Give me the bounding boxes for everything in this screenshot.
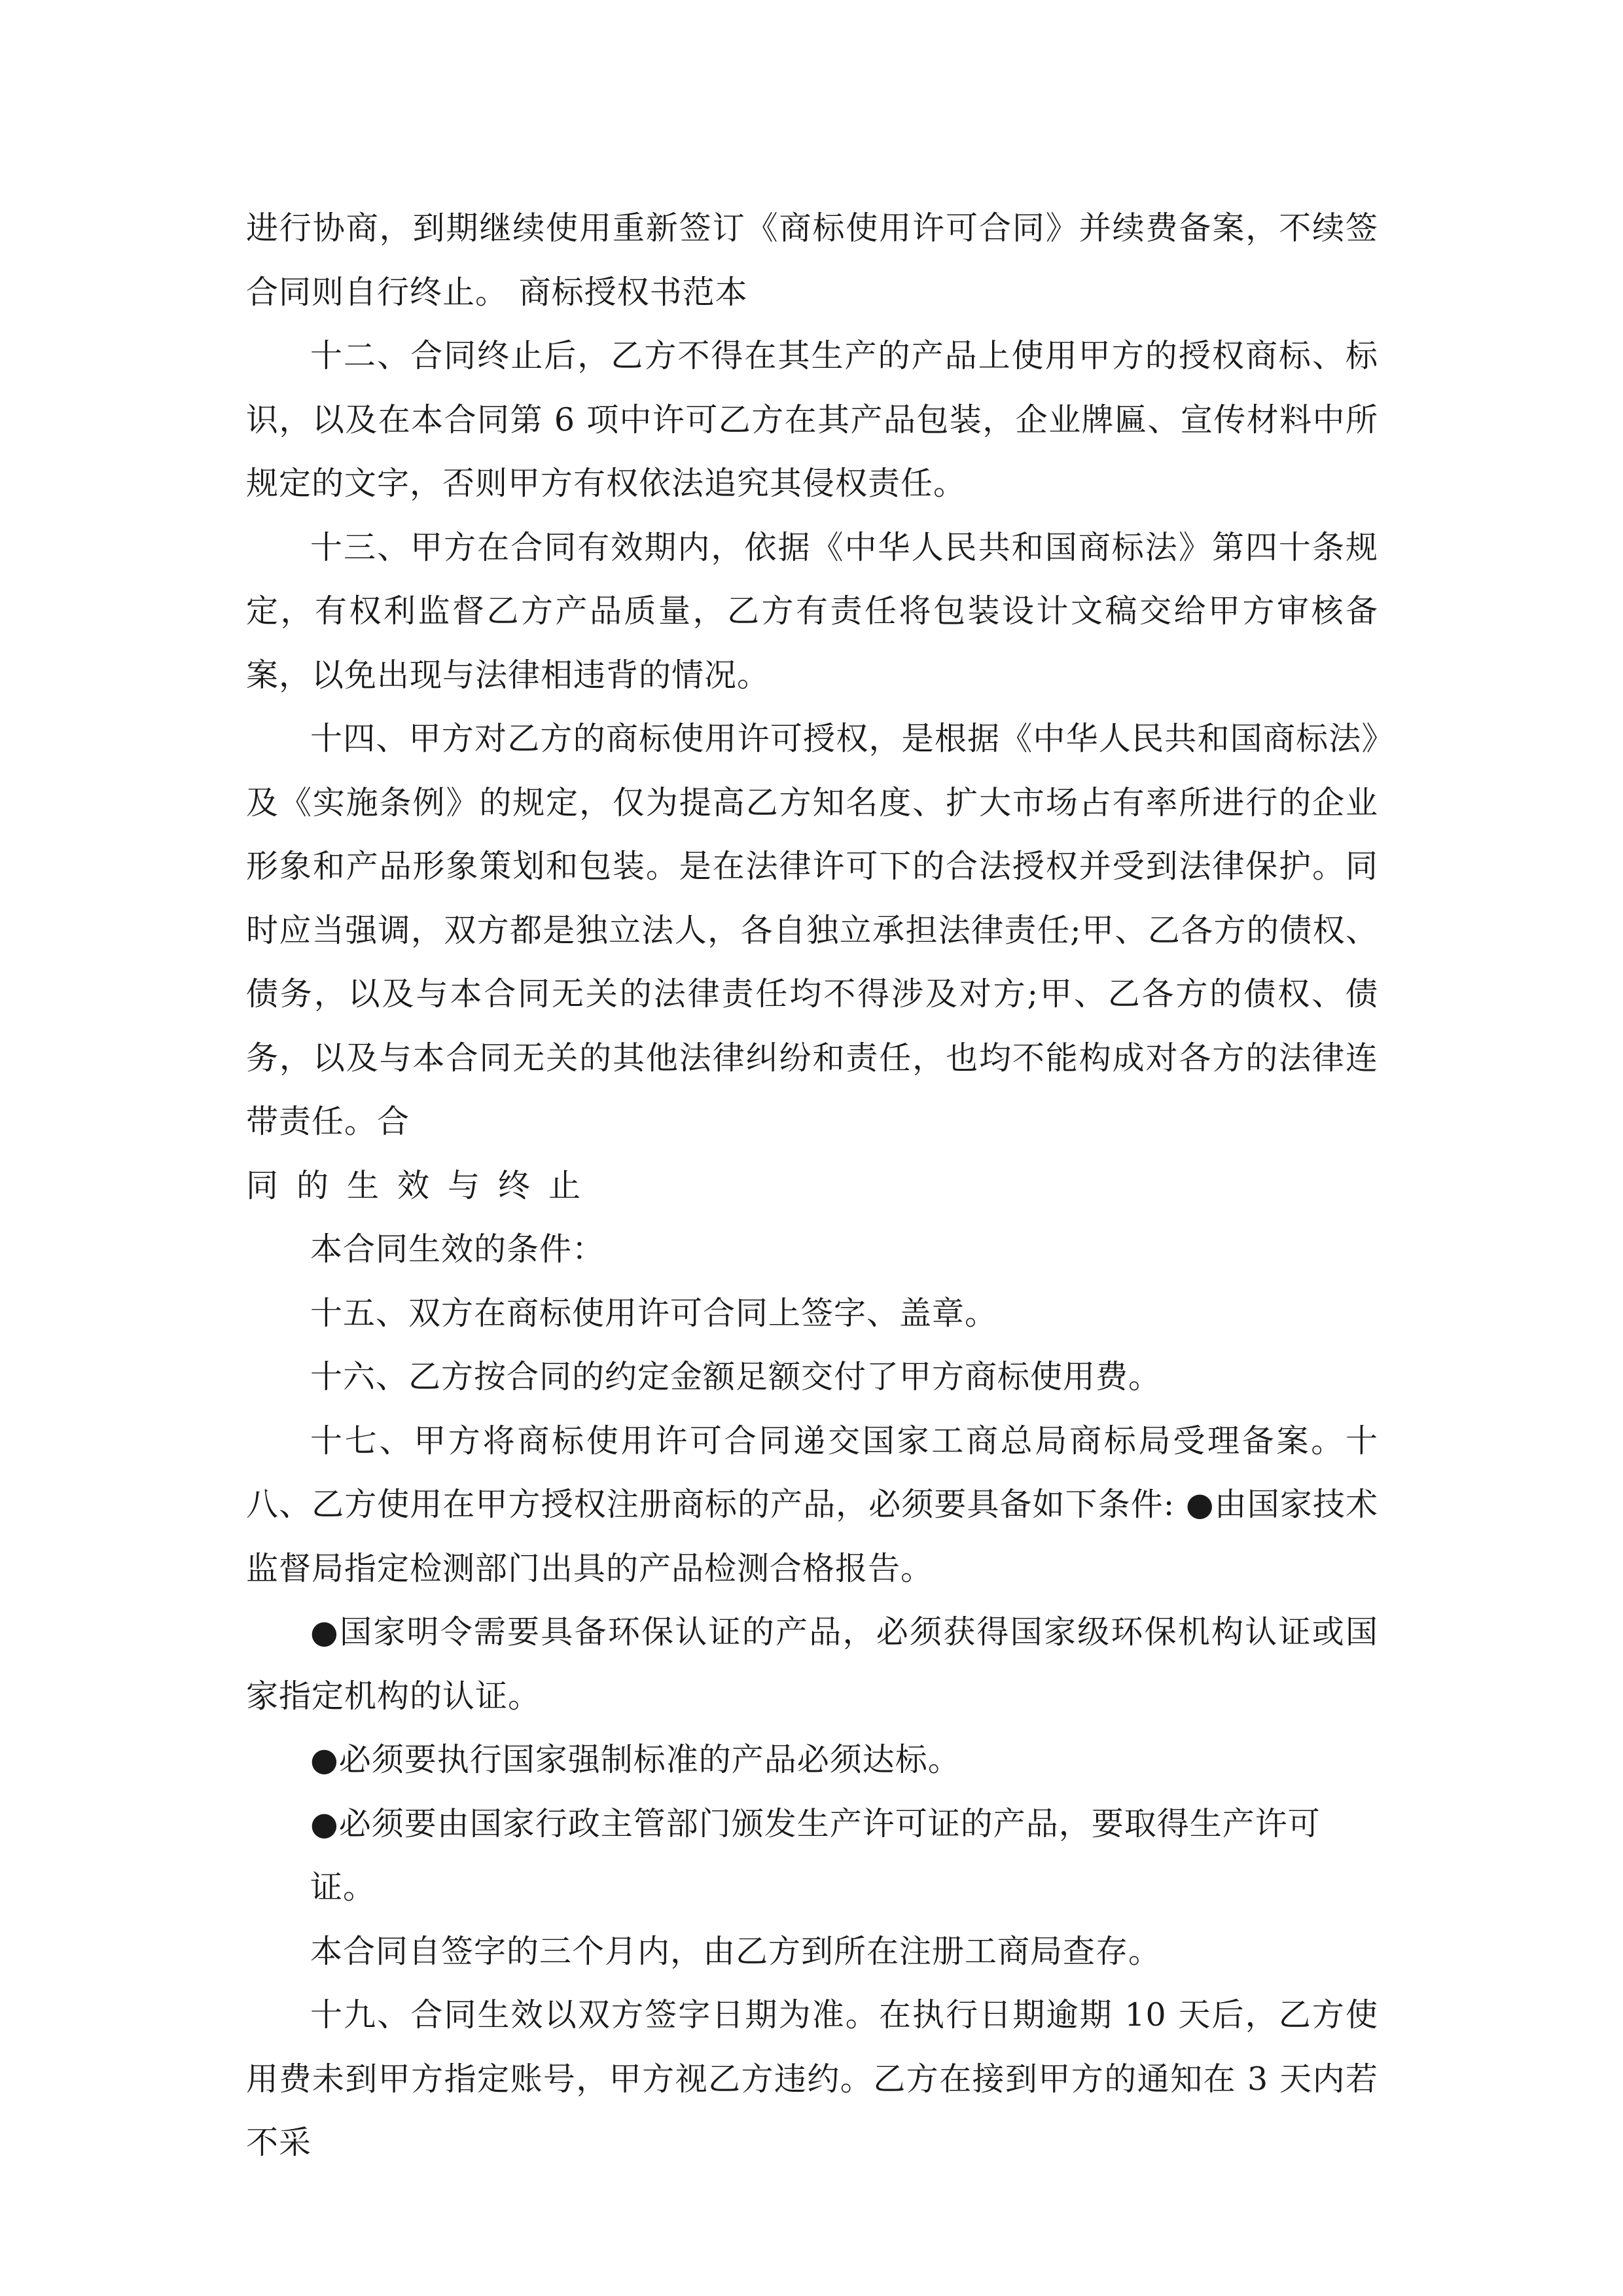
bullet-production-license: ●必须要由国家行政主管部门颁发生产许可证的产品，要取得生产许可 [310, 1804, 1321, 1842]
bullet-production-license-continued: 证。 [310, 1869, 376, 1906]
paragraph-clause-12: 十二、合同终止后，乙方不得在其生产的产品上使用甲方的授权商标、标识，以及在本合同第 6 项中许可乙方在其产品包装，企业牌匾、宣传材料中所规定的文字，否则甲方有权依法追究其侵权责任。 [246, 337, 1378, 502]
paragraph-clause-16: 十六、乙方按合同的约定金额足额交付了甲方商标使用费。 [310, 1358, 1162, 1395]
paragraph-clause-13: 十三、甲方在合同有效期内，依据《中华人民共和国商标法》第四十条规定，有权利监督乙方产品质量，乙方有责任将包装设计文稿交给甲方审核备案，以免出现与法律相违背的情况。 [246, 528, 1378, 694]
paragraph-effect-conditions: 本合同生效的条件： [310, 1230, 605, 1268]
paragraph-clause-14: 十四、甲方对乙方的商标使用许可授权，是根据《中华人民共和国商标法》及《实施条例》的规定，仅为提高乙方知名度、扩大市场占有率所进行的企业形象和产品形象策划和包装。是在法律许可下的合法授权并受到法律保护。同时应当强调，双方都是独立法人，各自独立承担法律责任;甲、乙各方的债权、债务，以及与本合同无关的法律责任均不得涉及对方;甲、乙各方的债权、债务，以及与本合同无关的其他法律纠纷和责任，也均不能构成对各方的法律连带责任。合 [246, 720, 1378, 1140]
bullet-mandatory-standard: ●必须要执行国家强制标准的产品必须达标。 [310, 1741, 961, 1778]
paragraph-filing-deadline: 本合同自签字的三个月内，由乙方到所在注册工商局查存。 [310, 1932, 1162, 1970]
document-body [246, 196, 1378, 2175]
paragraph-continuation: 进行协商，到期继续使用重新签订《商标使用许可合同》并续费备案，不续签合同则自行终止。 商标授权书范本 [246, 209, 1378, 311]
bullet-environmental-certification: ●国家明令需要具备环保认证的产品，必须获得国家级环保机构认证或国家指定机构的认证。 [246, 1613, 1378, 1715]
paragraph-clause-19: 十九、合同生效以双方签字日期为准。在执行日期逾期 10 天后，乙方使用费未到甲方指定账号，甲方视乙方违约。乙方在接到甲方的通知在 3 天内若不采 [246, 1996, 1378, 2161]
section-heading-effect-termination: 同的生效与终止 [246, 1166, 599, 1204]
paragraph-clause-17-18: 十七、甲方将商标使用许可合同递交国家工商总局商标局受理备案。十八、乙方使用在甲方授权注册商标的产品，必须要具备如下条件: ●由国家技术监督局指定检测部门出具的产品检测合格报告。 [246, 1422, 1378, 1587]
paragraph-clause-15: 十五、双方在商标使用许可合同上签字、盖章。 [310, 1294, 998, 1332]
